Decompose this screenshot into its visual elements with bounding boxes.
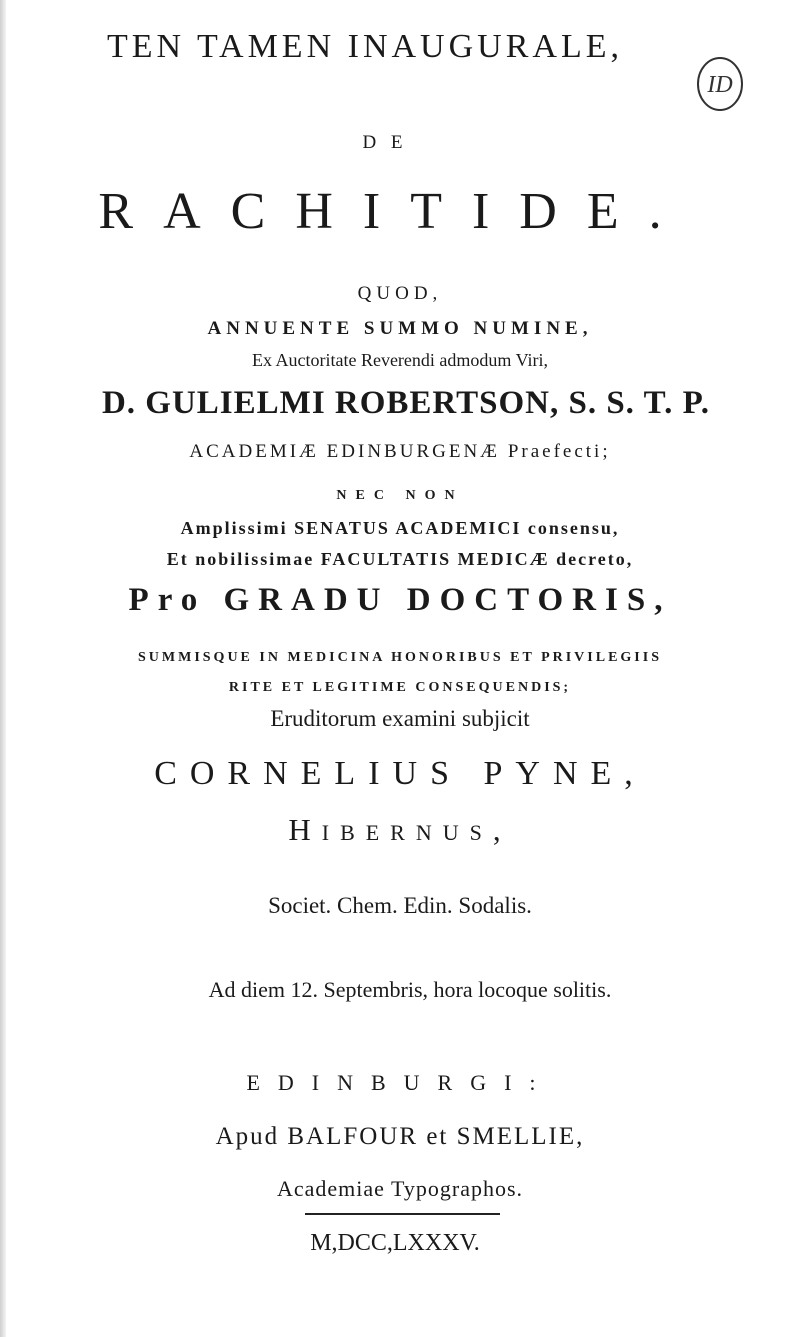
facultatis-line: Et nobilissimae FACULTATIS MEDICÆ decreto, <box>166 549 634 569</box>
societ-line: Societ. Chem. Edin. Sodalis. <box>268 893 532 918</box>
apud-line: Apud BALFOUR et SMELLIE, <box>215 1123 585 1150</box>
academiae-line: ACADEMIÆ EDINBURGENÆ Praefecti; <box>189 441 611 462</box>
auctoritate-line: Ex Auctoritate Reverendi admodum Viri, <box>251 350 548 370</box>
edinburgi-line: EDINBURGI: <box>246 1070 554 1095</box>
year-line: M,DCC,LXXXV. <box>310 1230 480 1256</box>
summisque-line: SUMMISQUE IN MEDICINA HONORIBUS ET PRIVILEGIIS <box>138 650 662 665</box>
rite-line: RITE ET LEGITIME CONSEQUENDIS; <box>228 680 572 695</box>
annuente-line: ANNUENTE SUMMO NUMINE, <box>207 318 593 339</box>
subject-heading: RACHITIDE. <box>98 183 692 240</box>
author-name: CORNELIUS PYNE, <box>154 755 646 792</box>
typographos-line: Academiae Typographos. <box>276 1176 524 1201</box>
title-line: TEN TAMEN INAUGURALE, <box>107 28 623 65</box>
nec-non-line: NEC NON <box>336 488 464 503</box>
praefect-name: D. GULIELMI ROBERTSON, S. S. T. P. <box>101 385 711 421</box>
quod-line: QUOD, <box>357 283 443 304</box>
hibernus-line: Hibernus, <box>288 812 512 847</box>
de-heading: D E <box>362 132 408 153</box>
eruditorum-line: Eruditorum examini subjicit <box>270 706 530 731</box>
library-stamp-icon <box>694 54 746 114</box>
senatus-line: Amplissimi SENATUS ACADEMICI consensu, <box>180 518 620 538</box>
svg-text:ID: ID <box>707 72 733 98</box>
pro-gradu-line: Pro GRADU DOCTORIS, <box>128 582 672 618</box>
divider-rule <box>305 1213 500 1215</box>
ad-diem-line: Ad diem 12. Septembris, hora locoque solitis. <box>208 977 612 1002</box>
